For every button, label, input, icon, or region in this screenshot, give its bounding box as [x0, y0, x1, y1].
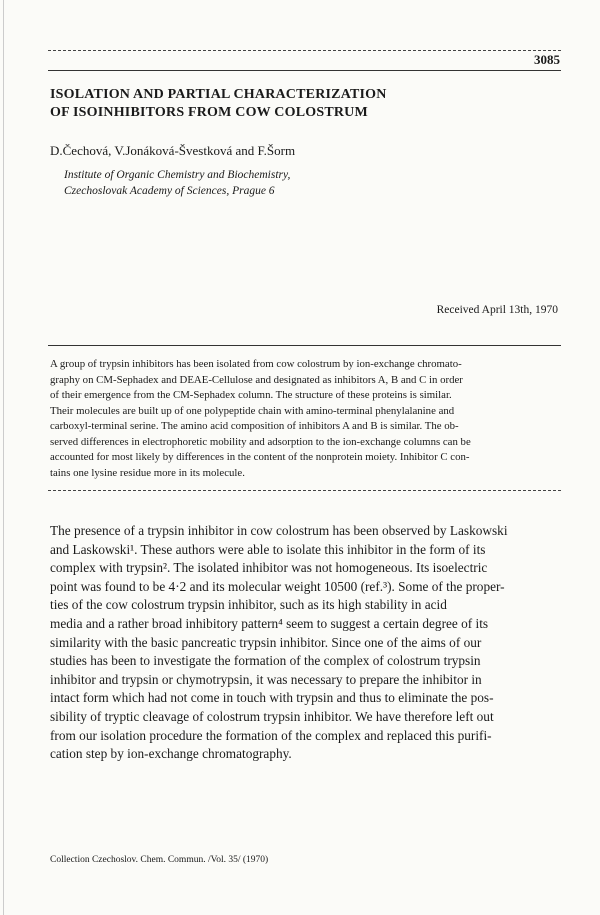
body-line: media and a rather broad inhibitory pattern⁴ seem to suggest a certain degree of its — [50, 615, 489, 631]
affiliation-line: Czechoslovak Academy of Sciences, Prague 6 — [64, 185, 275, 197]
header-rule-bottom — [48, 70, 561, 71]
body-line: from our isolation procedure the formation of the complex and replaced this purifi- — [50, 727, 492, 743]
body-text — [50, 522, 562, 764]
title-line: OF ISOINHIBITORS FROM COW COLOSTRUM — [50, 105, 368, 120]
abstract-rule-top — [48, 345, 561, 346]
affiliation-line: Institute of Organic Chemistry and Biochemistry, — [64, 169, 291, 181]
body-line: cation step by ion-exchange chromatography. — [50, 746, 292, 762]
body-line: complex with trypsin². The isolated inhibitor was not homogeneous. Its isoelectric — [50, 560, 488, 576]
abstract-rule-bottom — [48, 490, 561, 491]
abstract-line: tains one lysine residue more in its molecule. — [50, 466, 245, 479]
authors: D.Čechová, V.Jonáková-Švestková and F.Šorm — [50, 143, 296, 158]
body-line: sibility of tryptic cleavage of colostrum trypsin inhibitor. We have therefore left out — [50, 708, 494, 724]
header-rule-top — [48, 50, 561, 51]
title-line: ISOLATION AND PARTIAL CHARACTERIZATION — [50, 87, 387, 102]
body-line: intact form which had not come in touch with trypsin and thus to eliminate the pos- — [50, 690, 494, 706]
abstract-line: carboxyl-terminal serine. The amino acid composition of inhibitors A and B is similar. The ob- — [50, 420, 459, 432]
abstract-line: accounted for most likely by differences in the content of the nonprotein moiety. Inhibitor C con- — [50, 451, 470, 463]
abstract-line: of their emergence from the CM-Sephadex column. The structure of these proteins is similar. — [50, 389, 452, 401]
affiliation — [64, 167, 290, 199]
abstract-line: Their molecules are built up of one polypeptide chain with amino-terminal phenylalanine and — [50, 404, 455, 417]
page-number: 3085 — [534, 52, 560, 67]
scan-edge-line — [3, 0, 4, 915]
received-date: Received April 13th, 1970 — [436, 304, 558, 316]
body-line: studies has been to investigate the formation of the complex of colostrum trypsin — [50, 653, 481, 669]
body-line: similarity with the basic pancreatic trypsin inhibitor. Since one of the aims of our — [50, 634, 482, 650]
abstract-line: graphy on CM-Sephadex and DEAE-Cellulose and designated as inhibitors A, B and C in order — [50, 373, 463, 386]
abstract-line: A group of trypsin inhibitors has been isolated from cow colostrum by ion-exchange chromato- — [50, 358, 462, 370]
body-line: and Laskowski¹. These authors were able to isolate this inhibitor in the form of its — [50, 541, 486, 557]
body-line: ties of the cow colostrum trypsin inhibitor, such as its high stability in acid — [50, 597, 447, 613]
body-line: The presence of a trypsin inhibitor in cow colostrum has been observed by Laskowski — [50, 523, 508, 538]
abstract-line: served differences in electrophoretic mobility and adsorption to the ion-exchange columns can be — [50, 435, 471, 448]
journal-footer: Collection Czechoslov. Chem. Commun. /Vol. 35/ (1970) — [50, 855, 269, 865]
body-line: point was found to be 4·2 and its molecular weight 10500 (ref.³). Some of the proper- — [50, 578, 505, 594]
article-title — [50, 86, 550, 122]
body-line: inhibitor and trypsin or chymotrypsin, it was necessary to prepare the inhibitor in — [50, 671, 482, 687]
abstract — [50, 357, 561, 481]
